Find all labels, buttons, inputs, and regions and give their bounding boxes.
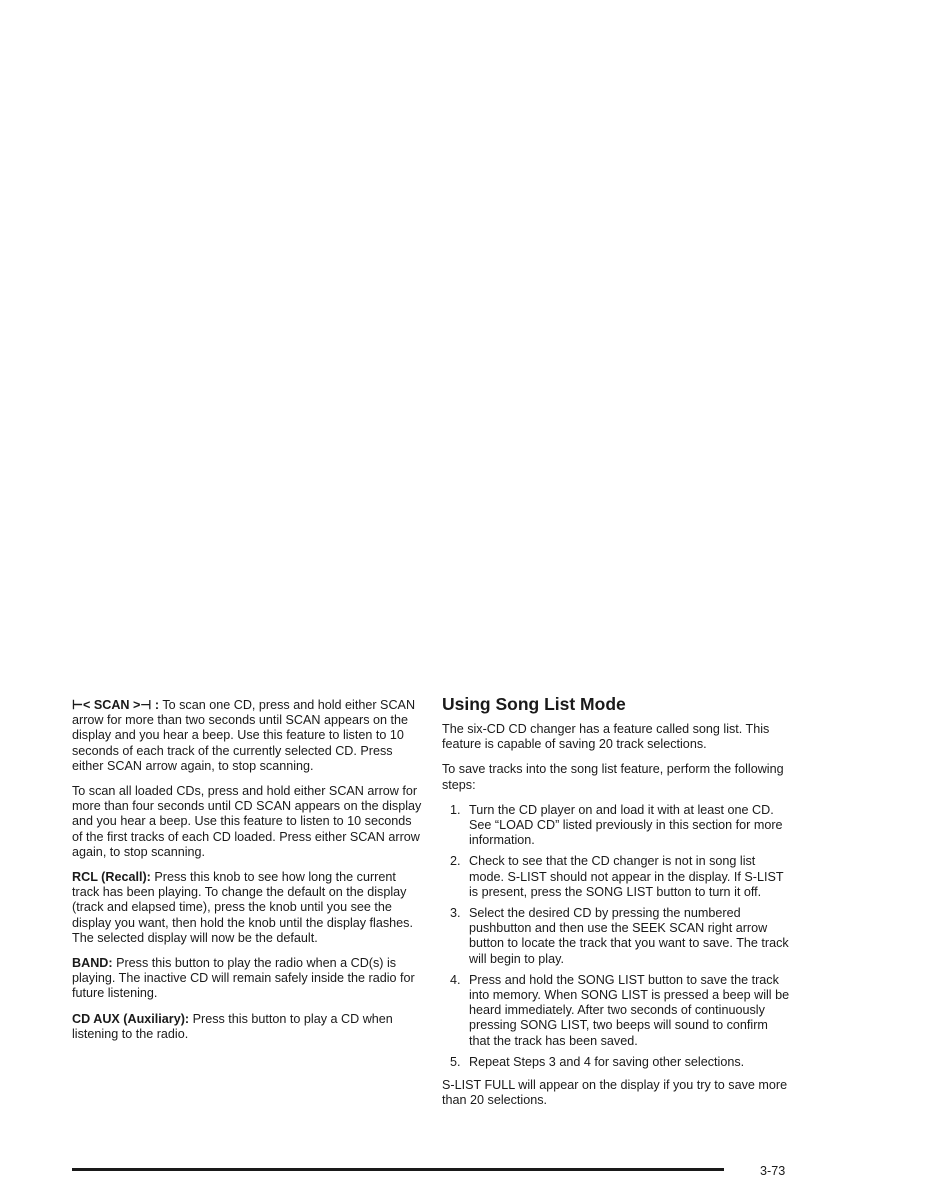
step-number: 3. [450, 906, 461, 921]
step-number: 2. [450, 854, 461, 869]
band-paragraph [72, 956, 422, 1002]
step-number: 4. [450, 972, 461, 987]
list-item [442, 973, 792, 1049]
footer-rule [72, 1168, 724, 1171]
rcl-paragraph [72, 870, 422, 946]
step-text: Press and hold the SONG LIST button to save the track into memory. When SONG LIST is pressed a beep will be heard immediately. After two seconds of continuously pressing SONG LIST, two beeps will sound to confirm that the track has been saved. [469, 972, 790, 1048]
intro-paragraph: The six-CD CD changer has a feature called song list. This feature is capable of saving 20 track selections. [442, 722, 770, 752]
cdaux-text: Press this button to play a CD when listening to the radio. [72, 1011, 393, 1041]
list-item [442, 854, 792, 900]
scan-all-paragraph: To scan all loaded CDs, press and hold either SCAN arrow for more than four seconds until CD SCAN appears on the display and you hear a beep. Use this feature to listen to 10 seconds of the first tracks of each CD loaded. Press either SCAN arrow again, to stop scanning. [72, 784, 422, 859]
step-number: 1. [450, 802, 461, 817]
band-text: Press this button to play the radio when a CD(s) is playing. The inactive CD will remain safely inside the radio for future listening. [72, 956, 415, 1001]
to-save-paragraph: To save tracks into the song list feature, perform the following steps: [442, 762, 784, 792]
left-column [72, 698, 422, 1052]
list-full-paragraph: S-LIST FULL will appear on the display if you try to save more than 20 selections. [442, 1078, 788, 1108]
band-label: BAND: [72, 956, 113, 971]
step-text: Check to see that the CD changer is not in song list mode. S-LIST should not appear in the display. If S-LIST is present, press the SONG LIST button to turn it off. [469, 854, 784, 899]
list-item [442, 803, 792, 849]
cdaux-paragraph [72, 1012, 422, 1042]
cdaux-label: CD AUX (Auxiliary): [72, 1011, 190, 1026]
steps-list [442, 803, 792, 1070]
step-text: Select the desired CD by pressing the numbered pushbutton and then use the SEEK SCAN right arrow button to locate the track that you want to save. The track will begin to play. [469, 906, 789, 966]
right-column [442, 694, 792, 1118]
scan-colon: : [154, 698, 160, 712]
scan-text: To scan one CD, press and hold either SCAN arrow for more than two seconds until SCAN appears on the display and you hear a beep. Use this feature to listen to 10 seconds of each track of the currently selected CD. Press either SCAN arrow again, to stop scanning. [72, 698, 416, 773]
step-text: Turn the CD player on and load it with at least one CD. See “LOAD CD” listed previously in this section for more information. [469, 802, 783, 848]
step-text: Repeat Steps 3 and 4 for saving other selections. [469, 1054, 745, 1069]
scan-label [72, 698, 159, 712]
rcl-label: RCL (Recall): [72, 870, 151, 885]
scan-left-arrow-icon: ⊢< [72, 698, 91, 712]
scan-label-text: SCAN [93, 698, 130, 712]
list-item [442, 1055, 792, 1070]
scan-right-arrow-icon: >⊣ [133, 698, 152, 712]
scan-paragraph [72, 698, 422, 774]
step-number: 5. [450, 1054, 461, 1069]
list-item [442, 906, 792, 967]
page-number: 3-73 [760, 1164, 786, 1178]
rcl-text: Press this knob to see how long the current track has been playing. To change the default on the display (track and elapsed time), press the knob until you see the display you want, then hold the knob until the display flashes. The selected display will now be the default. [72, 870, 413, 945]
section-heading: Using Song List Mode [442, 694, 626, 714]
